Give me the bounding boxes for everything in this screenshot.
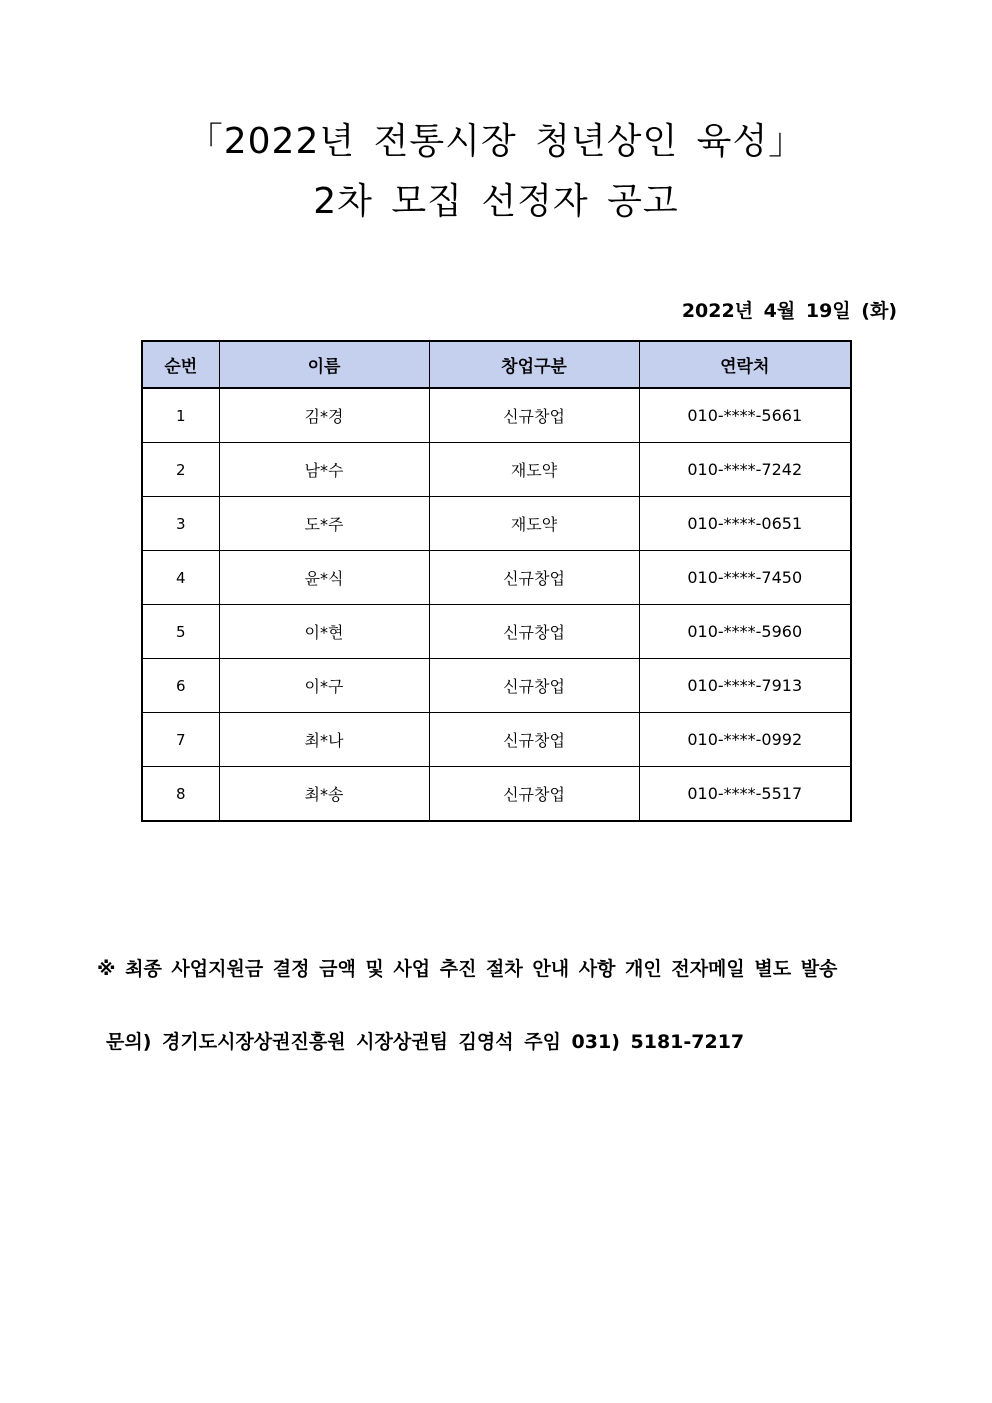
row-number: 2 — [142, 443, 219, 497]
table-row — [142, 767, 851, 822]
row-contact: 010-****-5517 — [639, 767, 851, 822]
announcement-date: 2022년 4월 19일 (화) — [681, 300, 897, 322]
table-row — [142, 659, 851, 713]
header-business-type: 창업구분 — [429, 341, 639, 388]
row-name: 김*경 — [219, 388, 429, 443]
table-row — [142, 497, 851, 551]
row-number: 6 — [142, 659, 219, 713]
row-number: 5 — [142, 605, 219, 659]
row-name: 윤*식 — [219, 551, 429, 605]
row-contact: 010-****-5960 — [639, 605, 851, 659]
row-contact: 010-****-5661 — [639, 388, 851, 443]
table-header-row — [142, 341, 851, 388]
table-row — [142, 388, 851, 443]
row-contact: 010-****-7242 — [639, 443, 851, 497]
row-number: 1 — [142, 388, 219, 443]
row-name: 최*송 — [219, 767, 429, 822]
row-name: 최*나 — [219, 713, 429, 767]
table-row — [142, 605, 851, 659]
row-name: 이*구 — [219, 659, 429, 713]
row-business-type: 신규창업 — [429, 767, 639, 822]
selectees-table — [141, 340, 852, 822]
row-business-type: 재도약 — [429, 443, 639, 497]
inquiry-contact: 문의) 경기도시장상권진흥원 시장상권팀 김영석 주임 031) 5181-7217 — [106, 1031, 745, 1053]
header-contact: 연락처 — [639, 341, 851, 388]
row-number: 8 — [142, 767, 219, 822]
row-number: 4 — [142, 551, 219, 605]
row-business-type: 신규창업 — [429, 659, 639, 713]
row-contact: 010-****-7913 — [639, 659, 851, 713]
row-contact: 010-****-7450 — [639, 551, 851, 605]
row-number: 7 — [142, 713, 219, 767]
row-contact: 010-****-0992 — [639, 713, 851, 767]
table-row — [142, 443, 851, 497]
row-contact: 010-****-0651 — [639, 497, 851, 551]
row-business-type: 신규창업 — [429, 713, 639, 767]
row-business-type: 재도약 — [429, 497, 639, 551]
title-line-2: 2차 모집 선정자 공고 — [313, 181, 679, 222]
table-row — [142, 551, 851, 605]
header-name: 이름 — [219, 341, 429, 388]
title-line-1: 「2022년 전통시장 청년상인 육성」 — [186, 121, 806, 162]
document-title — [0, 112, 992, 232]
email-notice: ※ 최종 사업지원금 결정 금액 및 사업 추진 절차 안내 사항 개인 전자메일 별도 발송 — [97, 958, 838, 980]
row-name: 도*주 — [219, 497, 429, 551]
row-name: 이*현 — [219, 605, 429, 659]
row-business-type: 신규창업 — [429, 605, 639, 659]
header-number: 순번 — [142, 341, 219, 388]
row-number: 3 — [142, 497, 219, 551]
row-business-type: 신규창업 — [429, 551, 639, 605]
row-business-type: 신규창업 — [429, 388, 639, 443]
row-name: 남*수 — [219, 443, 429, 497]
table-row — [142, 713, 851, 767]
